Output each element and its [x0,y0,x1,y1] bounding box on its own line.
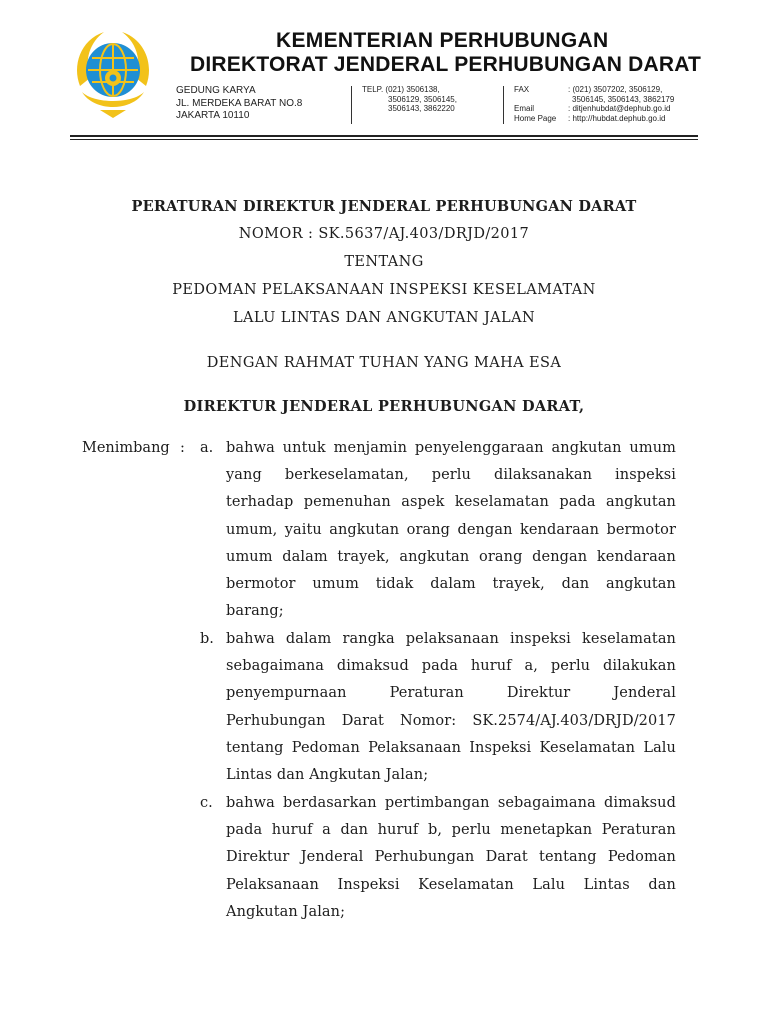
telephone-line: 3506129, 3506145, [388,94,457,104]
authority-line: DIREKTUR JENDERAL PERHUBUNGAN DARAT, [183,398,585,415]
office-address [176,85,302,123]
directorate-name: DIREKTORAT JENDERAL PERHUBUNGAN DARAT [190,53,702,76]
text-line: bermotor umum tidak dalam trayek, dan angkutan [226,576,676,593]
email-label: Email [514,104,535,114]
text-line: yang berkeselamatan, perlu dilaksanakan inspeksi [226,467,676,484]
homepage-value: : http://hubdat.dephub.go.id [568,113,666,123]
text-line: terhadap pemenuhan aspek keselamatan pada angkutan [226,494,676,511]
regulation-number: NOMOR : SK.5637/AJ.403/DRJD/2017 [238,226,530,242]
text-line: umum, yaitu angkutan orang dengan kendaraan bermotor [226,521,676,538]
considering-item-a [226,435,676,625]
homepage-label: Home Page [514,113,557,123]
blessing-line: DENGAN RAHMAT TUHAN YANG MAHA ESA [206,355,562,371]
email-value: : ditjenhubdat@dephub.go.id [568,104,671,114]
text-line: barang; [226,603,284,620]
about-heading: TENTANG [344,254,424,270]
text-line: Angkutan Jalan; [226,903,346,920]
considering-item-b [226,626,676,789]
item-letter: b. [200,631,214,647]
address-line: JL. MERDEKA BARAT NO.8 [176,97,303,109]
item-letter: a. [200,440,214,456]
address-line: GEDUNG KARYA [176,85,256,96]
text-line: tentang Pedoman Pelaksanaan Inspeksi Keselamatan Lalu [226,739,676,756]
considering-label: Menimbang [82,440,170,456]
considering-colon: : [180,440,185,456]
ministry-emblem-icon [70,26,156,120]
fax-label: FAX [514,85,530,94]
letterhead-rule [70,135,698,137]
text-line: Lintas dan Angkutan Jalan; [226,767,429,784]
telephone-line: 3506143, 3862220 [388,104,455,114]
telephone-block [362,85,457,114]
fax-value: 3506145, 3506143, 3862179 [572,94,675,104]
text-line: bahwa dalam rangka pelaksanaan inspeksi keselamatan [226,631,676,647]
fax-value: : (021) 3507202, 3506129, [568,85,663,94]
divider [503,86,504,124]
telephone-line: TELP. (021) 3506138, [362,85,440,94]
text-line: bahwa untuk menjamin penyelenggaraan angkutan umum [226,440,676,456]
item-letter: c. [200,795,213,811]
letterhead-rule [70,139,698,140]
contact-block [514,85,674,123]
considering-item-c [226,790,676,926]
text-line: Pelaksanaan Inspeksi Keselamatan Lalu Lintas dan [226,876,676,893]
text-line: sebagaimana dimaksud pada huruf a, perlu dilakukan [226,658,676,675]
text-line: Perhubungan Darat Nomor: SK.2574/AJ.403/DRJD/2017 [226,712,676,729]
text-line: Direktur Jenderal Perhubungan Darat tentang Pedoman [226,849,676,866]
divider [351,86,352,124]
regulation-title: PERATURAN DIREKTUR JENDERAL PERHUBUNGAN DARAT [131,198,637,215]
ministry-name: KEMENTERIAN PERHUBUNGAN [276,29,609,52]
text-line: umum dalam trayek, angkutan orang dengan kendaraan [226,548,676,565]
subject-line: LALU LINTAS DAN ANGKUTAN JALAN [232,310,536,326]
text-line: pada huruf a dan huruf b, perlu menetapkan Peraturan [226,822,676,839]
text-line: bahwa berdasarkan pertimbangan sebagaimana dimaksud [226,795,676,811]
text-line: penyempurnaan Peraturan Direktur Jenderal [226,685,676,702]
address-line: JAKARTA 10110 [176,110,250,121]
subject-line: PEDOMAN PELAKSANAAN INSPEKSI KESELAMATAN [172,282,596,298]
